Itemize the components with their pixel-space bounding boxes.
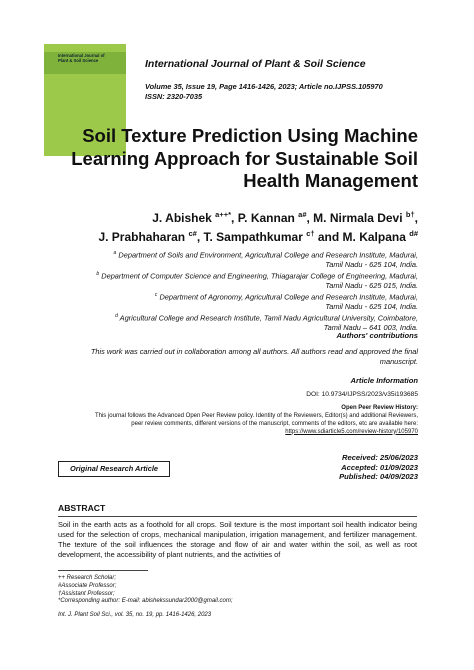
publication-dates <box>339 453 418 482</box>
contributions-heading: Authors' contributions <box>336 331 418 340</box>
review-history-heading: Open Peer Review History: <box>341 405 418 411</box>
cover-title: International Journal of Plant & Soil Science <box>58 53 105 63</box>
abstract-top-rule <box>58 516 417 517</box>
affiliation-a: $^a$ Department of Soils and Environment, Agricultural College and Research Institute, Madurai, Tamil Nadu - 625 104, India. <box>113 250 418 270</box>
issue-info <box>145 82 383 102</box>
issue-line: Volume 35, Issue 19, Page 1416-1426, 2023; Article no.IJPSS.105970 <box>145 82 383 91</box>
author-line-2: J. Prabhaharan $^{c\#}$, T. Sampathkumar $^{c\dagger}$ and M. Kalpana $^{d\#}$ <box>98 229 418 244</box>
accepted-date: Accepted: 01/09/2023 <box>341 462 418 472</box>
author-list <box>18 207 418 245</box>
abstract-heading: ABSTRACT <box>58 503 106 513</box>
paper-title: Soil Texture Prediction Using Machine Learning Approach for Sustainable Soil Health Management <box>71 125 418 191</box>
page-footer-citation: Int. J. Plant Soil Sci., vol. 35, no. 19, pp. 1416-1426, 2023 <box>58 612 212 618</box>
article-type-badge: Original Research Article <box>58 461 170 477</box>
published-date: Published: 04/09/2023 <box>339 472 418 482</box>
review-history-link[interactable]: https://www.sdiarticle5.com/review-history/105970 <box>285 428 418 435</box>
author-line-1: J. Abishek $^{a++*}$, P. Kannan $^{a\#}$, M. Nirmala Devi $^{b\dagger}$, <box>152 210 418 225</box>
affiliation-b: $^b$ Department of Computer Science and Engineering, Thiagarajar College of Engineering, Madurai, Tamil Nadu - 625 015, India. <box>96 270 418 291</box>
affiliation-d: $^d$ Agricultural College and Research Institute, Tamil Nadu Agricultural University, Coimbatore, Tamil Nadu – 641 003, India. <box>115 312 418 332</box>
footnote-rule <box>58 570 148 571</box>
received-date: Received: 25/06/2023 <box>342 453 418 462</box>
abstract-text: Soil in the earth acts as a foothold for all crops. Soil texture is the most important soil health indicator being used for the selection of crops, mechanical manipulation, irrigation management, and fertilizer management. The texture of the soil influences the storage and flow of air and water within the soil, as well as root development, the accessibility of plant nutrients, and the activities of <box>58 520 417 559</box>
review-history-text: This journal follows the Advanced Open Peer Review policy. Identity of the Reviewers, Editor(s) and additional Reviewers, peer review comments, different versions of the manuscript, comments of the editors, etc are available here: https://www.sdiarticle5.com/review-history/105970 <box>23 413 418 436</box>
doi: DOI: 10.9734/IJPSS/2023/v35i193685 <box>306 391 418 398</box>
affiliation-c: $^c$ Department of Agronomy, Agricultural College and Research Institute, Madurai, Tamil Nadu - 625 104, India. <box>154 291 418 311</box>
journal-name: International Journal of Plant & Soil Science <box>145 58 366 70</box>
contributions-text: This work was carried out in collaboration among all authors. All authors read and approved the final manuscript. <box>90 347 418 366</box>
article-info-heading: Article Information <box>350 376 418 385</box>
issn: ISSN: 2320-7035 <box>145 92 203 101</box>
affiliations <box>18 249 418 333</box>
footnotes: ++ Research Scholar; #Associate Professor; †Assistant Professor; *Corresponding author: E-mail: abishekssundar2000@gmail.com; <box>58 575 233 605</box>
